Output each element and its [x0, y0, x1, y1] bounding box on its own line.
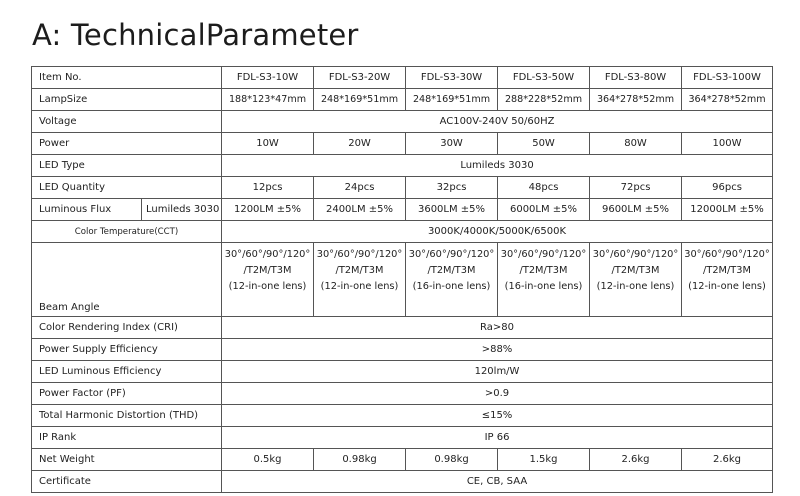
- cell-beam: 30°/60°/90°/120° /T2M/T3M (12-in-one lens): [682, 243, 773, 317]
- cell-flux: 12000LM ±5%: [682, 199, 773, 221]
- cell-size: 288*228*52mm: [498, 89, 590, 111]
- cell-cct: 3000K/4000K/5000K/6500K: [222, 221, 773, 243]
- row-label: Voltage: [32, 111, 222, 133]
- cell-item: FDL-S3-30W: [406, 67, 498, 89]
- row-power: [32, 133, 773, 155]
- page-title: A: TechnicalParameter: [32, 18, 359, 52]
- cell-power: 50W: [498, 133, 590, 155]
- cell-qty: 96pcs: [682, 177, 773, 199]
- row-luminous-flux: [32, 199, 773, 221]
- row-led-quantity: [32, 177, 773, 199]
- row-label: Power Supply Efficiency: [32, 339, 222, 361]
- row-label: Item No.: [32, 67, 222, 89]
- row-pf: [32, 383, 773, 405]
- cell-thd: ≤15%: [222, 405, 773, 427]
- cell-qty: 32pcs: [406, 177, 498, 199]
- row-label: Power: [32, 133, 222, 155]
- cell-flux: 2400LM ±5%: [314, 199, 406, 221]
- cell-flux: 9600LM ±5%: [590, 199, 682, 221]
- row-label: LED Quantity: [32, 177, 222, 199]
- cell-beam: 30°/60°/90°/120° /T2M/T3M (12-in-one lens): [314, 243, 406, 317]
- row-voltage: [32, 111, 773, 133]
- row-label: LampSize: [32, 89, 222, 111]
- cell-weight: 0.98kg: [406, 449, 498, 471]
- cell-size: 364*278*52mm: [590, 89, 682, 111]
- cell-item: FDL-S3-100W: [682, 67, 773, 89]
- cell-cert: CE, CB, SAA: [222, 471, 773, 493]
- cell-beam: 30°/60°/90°/120° /T2M/T3M (16-in-one lens): [498, 243, 590, 317]
- row-lle: [32, 361, 773, 383]
- row-label: Luminous Flux: [32, 199, 142, 221]
- cell-size: 188*123*47mm: [222, 89, 314, 111]
- row-label: Certificate: [32, 471, 222, 493]
- cell-power: 20W: [314, 133, 406, 155]
- row-led-type: [32, 155, 773, 177]
- row-item-no: [32, 67, 773, 89]
- cell-weight: 1.5kg: [498, 449, 590, 471]
- row-cri: [32, 317, 773, 339]
- cell-weight: 2.6kg: [590, 449, 682, 471]
- cell-item: FDL-S3-20W: [314, 67, 406, 89]
- row-label: Beam Angle: [32, 243, 222, 317]
- technical-parameter-table: [31, 66, 773, 493]
- row-label: Power Factor (PF): [32, 383, 222, 405]
- row-label: IP Rank: [32, 427, 222, 449]
- cell-power: 100W: [682, 133, 773, 155]
- cell-cri: Ra>80: [222, 317, 773, 339]
- cell-ip: IP 66: [222, 427, 773, 449]
- row-label: Total Harmonic Distortion (THD): [32, 405, 222, 427]
- cell-qty: 72pcs: [590, 177, 682, 199]
- row-label: Color Temperature(CCT): [32, 221, 222, 243]
- cell-qty: 48pcs: [498, 177, 590, 199]
- cell-voltage: AC100V-240V 50/60HZ: [222, 111, 773, 133]
- cell-power: 10W: [222, 133, 314, 155]
- row-certificate: [32, 471, 773, 493]
- cell-led-type: Lumileds 3030: [222, 155, 773, 177]
- row-label: Net Weight: [32, 449, 222, 471]
- cell-item: FDL-S3-50W: [498, 67, 590, 89]
- cell-weight: 0.5kg: [222, 449, 314, 471]
- row-label: Color Rendering Index (CRI): [32, 317, 222, 339]
- cell-flux: 3600LM ±5%: [406, 199, 498, 221]
- row-thd: [32, 405, 773, 427]
- cell-weight: 2.6kg: [682, 449, 773, 471]
- cell-lle: 120lm/W: [222, 361, 773, 383]
- row-pse: [32, 339, 773, 361]
- cell-power: 30W: [406, 133, 498, 155]
- row-label: LED Type: [32, 155, 222, 177]
- cell-flux: 6000LM ±5%: [498, 199, 590, 221]
- cell-qty: 12pcs: [222, 177, 314, 199]
- cell-pf: >0.9: [222, 383, 773, 405]
- cell-qty: 24pcs: [314, 177, 406, 199]
- row-net-weight: [32, 449, 773, 471]
- cell-item: FDL-S3-80W: [590, 67, 682, 89]
- cell-size: 248*169*51mm: [314, 89, 406, 111]
- cell-item: FDL-S3-10W: [222, 67, 314, 89]
- row-sublabel: Lumileds 3030: [142, 199, 222, 221]
- row-label: LED Luminous Efficiency: [32, 361, 222, 383]
- cell-beam: 30°/60°/90°/120° /T2M/T3M (12-in-one lens): [590, 243, 682, 317]
- row-lamp-size: [32, 89, 773, 111]
- cell-weight: 0.98kg: [314, 449, 406, 471]
- cell-size: 364*278*52mm: [682, 89, 773, 111]
- cell-size: 248*169*51mm: [406, 89, 498, 111]
- row-ip: [32, 427, 773, 449]
- cell-flux: 1200LM ±5%: [222, 199, 314, 221]
- row-cct: [32, 221, 773, 243]
- cell-beam: 30°/60°/90°/120° /T2M/T3M (16-in-one lens): [406, 243, 498, 317]
- cell-beam: 30°/60°/90°/120° /T2M/T3M (12-in-one lens): [222, 243, 314, 317]
- row-beam-angle: [32, 243, 773, 317]
- cell-power: 80W: [590, 133, 682, 155]
- cell-pse: >88%: [222, 339, 773, 361]
